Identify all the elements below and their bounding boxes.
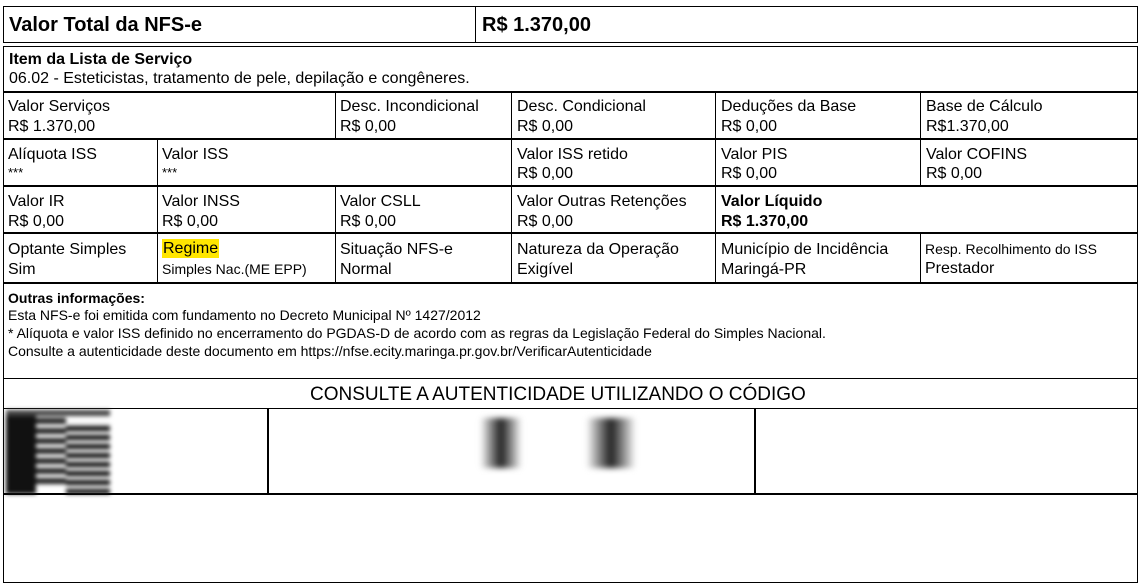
valor-servicos-value: R$ 1.370,00: [8, 118, 96, 135]
code-mark-2: [586, 418, 636, 468]
deducoes-label: Deduções da Base: [721, 98, 857, 115]
valor-iss-label: Valor ISS: [162, 146, 229, 163]
desc-incond-cell: [335, 92, 513, 139]
codigo-area: [3, 408, 1138, 583]
pis-cell: [715, 139, 922, 186]
cofins-cell: [920, 139, 1138, 186]
outras-informacoes-cell: [3, 283, 1138, 380]
desc-cond-label: Desc. Condicional: [517, 98, 646, 115]
deducoes-value: R$ 0,00: [721, 118, 778, 135]
service-item-value: 06.02 - Esteticistas, tratamento de pele, depilação e congêneres.: [9, 70, 470, 87]
total-value-cell: [475, 6, 1138, 43]
valor-iss-value: ***: [162, 165, 178, 180]
valor-servicos-cell: [3, 92, 337, 139]
regime-value: Simples Nac.(ME EPP): [162, 261, 307, 277]
code-cell-right: [754, 408, 756, 494]
municipio-label: Município de Incidência: [721, 241, 889, 258]
base-calculo-label: Base de Cálculo: [926, 98, 1043, 115]
outras-retencoes-cell: [511, 186, 717, 233]
code-cell-left: [267, 408, 269, 494]
municipio-value: Maringá-PR: [721, 261, 807, 278]
resp-recolhimento-cell: [920, 233, 1138, 283]
iss-retido-value: R$ 0,00: [517, 165, 574, 182]
resp-recolhimento-value: Prestador: [925, 260, 995, 277]
pis-label: Valor PIS: [721, 146, 788, 163]
csll-value: R$ 0,00: [340, 213, 397, 230]
valor-servicos-label: Valor Serviços: [8, 98, 110, 115]
iss-retido-label: Valor ISS retido: [517, 146, 628, 163]
service-item-label: Item da Lista de Serviço: [9, 51, 193, 68]
cofins-label: Valor COFINS: [926, 146, 1028, 163]
pis-value: R$ 0,00: [721, 165, 778, 182]
csll-label: Valor CSLL: [340, 193, 421, 210]
valor-liquido-value: R$ 1.370,00: [721, 213, 809, 230]
outras-informacoes-line2: * Alíquota e valor ISS definido no encerramento do PGDAS-D de acordo com as regras da Legislação Federal do Simples Nacional.: [8, 325, 826, 341]
natureza-label: Natureza da Operação: [517, 241, 679, 258]
base-calculo-cell: [920, 92, 1138, 139]
situacao-value: Normal: [340, 261, 392, 278]
code-row-bottom: [3, 493, 1138, 495]
ir-cell: [3, 186, 159, 233]
situacao-cell: [335, 233, 513, 283]
aliquota-cell: [3, 139, 159, 186]
outras-retencoes-value: R$ 0,00: [517, 213, 574, 230]
desc-cond-value: R$ 0,00: [517, 118, 574, 135]
optante-value: Sim: [8, 261, 36, 278]
regime-cell: [157, 233, 337, 283]
optante-cell: [3, 233, 159, 283]
codigo-title-cell: [3, 378, 1138, 410]
desc-cond-cell: [511, 92, 717, 139]
service-item-cell: [3, 46, 1138, 92]
inss-cell: [157, 186, 337, 233]
optante-label: Optante Simples: [8, 241, 127, 258]
desc-incond-label: Desc. Incondicional: [340, 98, 479, 115]
iss-retido-cell: [511, 139, 717, 186]
ir-label: Valor IR: [8, 193, 65, 210]
valor-liquido-cell: [715, 186, 1138, 233]
csll-cell: [335, 186, 513, 233]
total-label: Valor Total da NFS-e: [9, 14, 202, 36]
qr-code-image: [6, 410, 110, 494]
natureza-value: Exigível: [517, 261, 574, 278]
resp-recolhimento-label: Resp. Recolhimento do ISS: [925, 241, 1097, 257]
inss-value: R$ 0,00: [162, 213, 219, 230]
code-mark-1: [480, 418, 522, 468]
situacao-label: Situação NFS-e: [340, 241, 453, 258]
cofins-value: R$ 0,00: [926, 165, 983, 182]
total-label-cell: [3, 6, 477, 43]
aliquota-value: ***: [8, 165, 24, 180]
outras-retencoes-label: Valor Outras Retenções: [517, 193, 687, 210]
valor-iss-cell: [157, 139, 513, 186]
outras-informacoes-title: Outras informações:: [8, 290, 145, 306]
deducoes-cell: [715, 92, 922, 139]
total-value: R$ 1.370,00: [482, 14, 591, 36]
ir-value: R$ 0,00: [8, 213, 65, 230]
regime-label: Regime: [163, 240, 219, 257]
valor-liquido-label: Valor Líquido: [721, 193, 823, 210]
desc-incond-value: R$ 0,00: [340, 118, 397, 135]
codigo-title: CONSULTE A AUTENTICIDADE UTILIZANDO O CÓDIGO: [310, 384, 806, 405]
aliquota-label: Alíquota ISS: [8, 146, 97, 163]
inss-label: Valor INSS: [162, 193, 240, 210]
outras-informacoes-line3: Consulte a autenticidade deste documento em https://nfse.ecity.maringa.pr.gov.br/VerificarAutenticidade: [8, 343, 652, 359]
outras-informacoes-line1: Esta NFS-e foi emitida com fundamento no Decreto Municipal Nº 1427/2012: [8, 307, 481, 323]
base-calculo-value: R$1.370,00: [926, 118, 1009, 135]
natureza-cell: [511, 233, 717, 283]
municipio-cell: [715, 233, 922, 283]
